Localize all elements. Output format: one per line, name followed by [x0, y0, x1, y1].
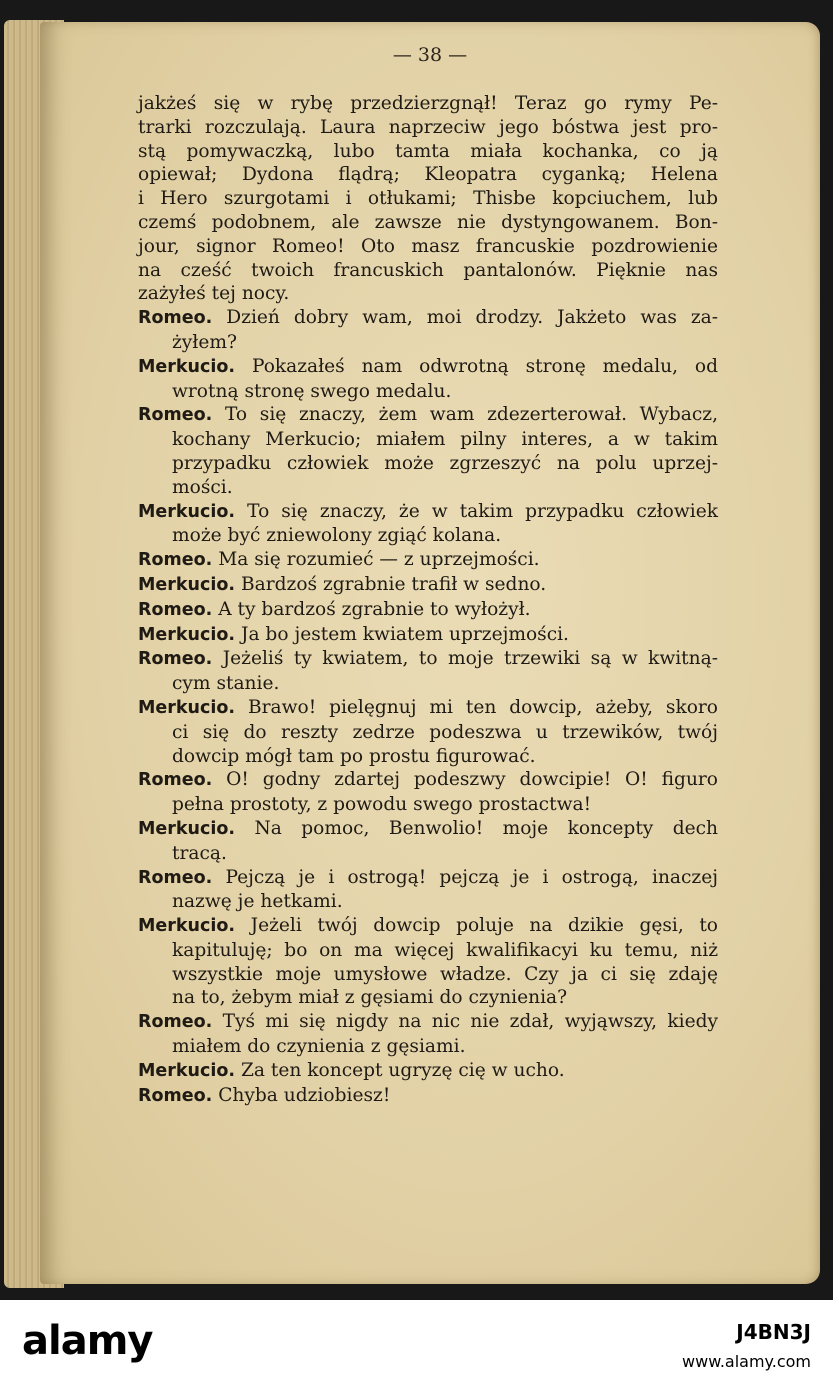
speech-line	[138, 403, 718, 428]
speaker-name: Romeo.	[138, 1085, 213, 1106]
line-text: na cześć twoich francuskich pantalonów. Pięknie nas	[138, 259, 718, 281]
continuation-line	[138, 476, 718, 500]
speech-line	[138, 1010, 718, 1035]
continuation-line	[138, 524, 718, 548]
continuation-line	[138, 140, 718, 164]
continuation-line	[138, 986, 718, 1010]
continuation-line	[138, 428, 718, 452]
line-text: Ja bo jestem kwiatem uprzejmości.	[240, 623, 569, 645]
speech-line	[138, 306, 718, 331]
site-url: www.alamy.com	[682, 1352, 811, 1371]
line-text: na to, żebym miał z gęsiami do czynienia?	[172, 987, 568, 1009]
line-text: wrotną stronę swego medalu.	[172, 380, 452, 402]
continuation-line	[138, 163, 718, 187]
line-text: i Hero szurgotami i otłukami; Thisbe kopciuchem, lub	[138, 188, 718, 210]
continuation-line	[138, 282, 718, 306]
line-text: jakżeś się w rybę przedzierzgnął! Teraz go rymy Pe-	[138, 93, 718, 114]
line-text: opiewał; Dydona flądrą; Kleopatra cyganką; Helena	[138, 164, 718, 186]
line-text: O! godny zdartej podeszwy dowcipie! O! figuro	[226, 769, 718, 791]
line-text: stą pomywaczką, lubo tamta miała kochanka, co ją	[138, 140, 718, 162]
line-text: Jeżeliś ty kwiatem, to moje trzewiki są w kwitną-	[222, 648, 718, 670]
line-text: Za ten koncept ugryzę cię w ucho.	[240, 1059, 565, 1081]
line-text: To się znaczy, żem wam zdezerterował. Wybacz,	[224, 404, 718, 426]
speech-line	[138, 573, 718, 598]
continuation-line	[138, 187, 718, 211]
alamy-logo: alamy	[22, 1318, 153, 1364]
line-text: cym stanie.	[172, 673, 280, 695]
line-text: Dzień dobry wam, moi drodzy. Jakżeto was za-	[226, 307, 718, 329]
continuation-line	[138, 380, 718, 404]
speech-line	[138, 696, 718, 721]
line-text: ci się do reszty zedrze podeszwa u trzewików, twój	[172, 721, 718, 743]
line-text: może być zniewolony zgiąć kolana.	[172, 525, 502, 547]
line-text: przypadku człowiek może zgrzeszyć na polu uprzej-	[172, 452, 718, 474]
line-text: żyłem?	[172, 331, 237, 353]
continuation-line	[138, 235, 718, 259]
image-id: J4BN3J	[736, 1320, 811, 1344]
speaker-name: Romeo.	[138, 308, 213, 329]
continuation-line	[138, 452, 718, 476]
line-text: kapituluję; bo on ma więcej kwalifikacyi ku temu, niż	[172, 939, 718, 961]
line-text: Na pomoc, Benwolio! moje koncepty dech	[254, 817, 718, 839]
line-text: wszystkie moje umysłowe władze. Czy ja ci się zdaję	[172, 963, 718, 985]
continuation-line	[138, 721, 718, 745]
line-text: czemś podobnem, ale zawsze nie dystyngowanem. Bon-	[138, 211, 718, 233]
line-text: trarki rozczulają. Laura naprzeciw jego bóstwa jest pro-	[138, 116, 718, 138]
speaker-name: Romeo.	[138, 770, 213, 791]
speech-line	[138, 1059, 718, 1084]
continuation-line	[138, 116, 718, 140]
speech-line	[138, 914, 718, 939]
continuation-line	[138, 939, 718, 963]
continuation-line	[138, 331, 718, 355]
speech-line	[138, 623, 718, 648]
speaker-name: Merkucio.	[138, 1060, 236, 1081]
line-text: A ty bardzoś zgrabnie to wyłożył.	[218, 598, 531, 620]
line-text: nazwę je hetkami.	[172, 891, 343, 913]
speaker-name: Merkucio.	[138, 501, 236, 522]
speech-line	[138, 500, 718, 525]
line-text: Tyś mi się nigdy na nic nie zdał, wyjąwszy, kiedy	[222, 1011, 718, 1033]
line-text: To się znaczy, że w takim przypadku człowiek	[247, 500, 718, 522]
speech-line	[138, 548, 718, 573]
continuation-line	[138, 92, 718, 116]
continuation-line	[138, 793, 718, 817]
continuation-line	[138, 259, 718, 283]
line-text: Ma się rozumieć — z uprzejmości.	[218, 549, 540, 571]
speaker-name: Romeo.	[138, 599, 213, 620]
speech-line	[138, 1084, 718, 1109]
page-number: — 38 —	[392, 44, 468, 66]
speaker-name: Romeo.	[138, 867, 213, 888]
dialogue-text	[138, 92, 718, 1108]
line-text: zażyłeś tej nocy.	[138, 283, 290, 305]
continuation-line	[138, 842, 718, 866]
speaker-name: Merkucio.	[138, 916, 236, 937]
line-text: dowcip mógł tam po prostu figurować.	[172, 745, 536, 767]
speech-line	[138, 866, 718, 891]
speaker-name: Merkucio.	[138, 356, 236, 377]
line-text: jour, signor Romeo! Oto masz francuskie pozdrowienie	[138, 235, 718, 257]
continuation-line	[138, 963, 718, 987]
speaker-name: Merkucio.	[138, 624, 236, 645]
speaker-name: Romeo.	[138, 550, 213, 571]
speaker-name: Merkucio.	[138, 818, 236, 839]
line-text: Chyba udziobiesz!	[218, 1084, 391, 1106]
line-text: tracą.	[172, 842, 227, 864]
speaker-name: Romeo.	[138, 649, 213, 670]
line-text: Brawo! pielęgnuj mi ten dowcip, ażeby, skoro	[247, 696, 718, 718]
speech-line	[138, 817, 718, 842]
line-text: pełna prostoty, z powodu swego prostactwa!	[172, 794, 592, 816]
line-text: Bardzoś zgrabnie trafił w sedno.	[240, 573, 547, 595]
continuation-line	[138, 672, 718, 696]
speaker-name: Merkucio.	[138, 574, 236, 595]
speech-line	[138, 598, 718, 623]
speaker-name: Romeo.	[138, 405, 213, 426]
continuation-line	[138, 211, 718, 235]
continuation-line	[138, 890, 718, 914]
speaker-name: Romeo.	[138, 1012, 213, 1033]
continuation-line	[138, 745, 718, 769]
line-text: Pejczą je i ostrogą! pejczą je i ostrogą, inaczej	[225, 866, 718, 888]
line-text: kochany Merkucio; miałem pilny interes, a w takim	[172, 429, 718, 451]
continuation-line	[138, 1035, 718, 1059]
line-text: Pokazałeś nam odwrotną stronę medalu, od	[251, 355, 718, 377]
speech-line	[138, 355, 718, 380]
line-text: miałem do czynienia z gęsiami.	[172, 1036, 466, 1058]
speech-line	[138, 647, 718, 672]
line-text: Jeżeli twój dowcip poluje na dzikie gęsi, to	[250, 915, 718, 937]
speaker-name: Merkucio.	[138, 697, 236, 718]
speech-line	[138, 768, 718, 793]
line-text: mości.	[172, 476, 233, 498]
